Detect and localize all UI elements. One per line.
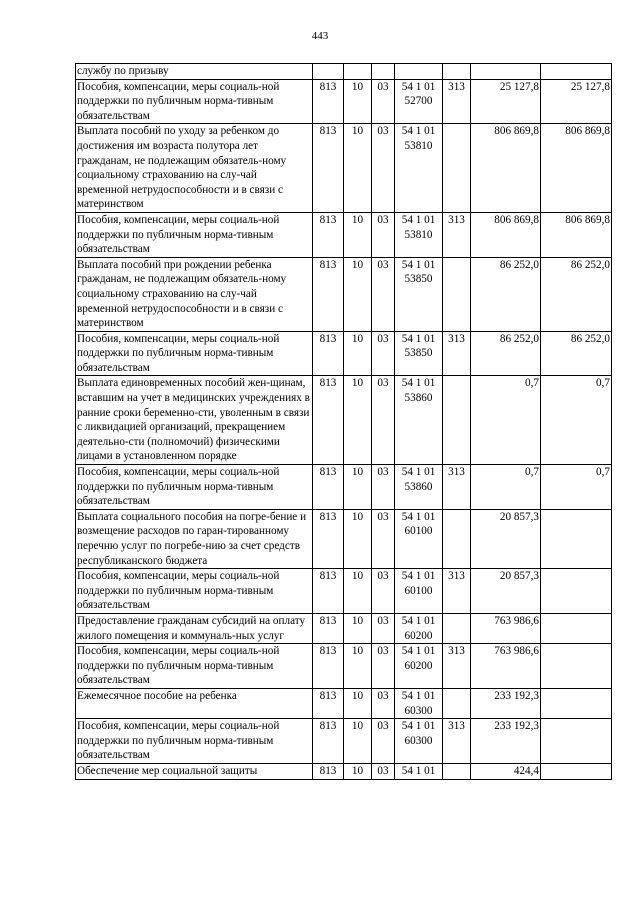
amount-federal-cell: 25 127,8 xyxy=(541,79,612,124)
subsection-code-cell: 03 xyxy=(372,763,395,779)
item-name-cell: Пособия, компенсации, меры социаль-ной поддержки по публичным норма-тивным обязательствам xyxy=(76,644,313,689)
expense-type-code-cell xyxy=(443,509,471,568)
target-article-code-cell: 54 1 01 53810 xyxy=(395,124,443,213)
amount-federal-cell xyxy=(541,64,612,80)
target-article-code-cell: 54 1 01 52700 xyxy=(395,79,443,124)
expense-type-code-cell xyxy=(443,688,471,718)
admin-code-cell: 813 xyxy=(313,465,344,510)
item-name-cell: Выплата единовременных пособий жен-щинам, вставшим на учет в медицинских учреждениях в ранние сроки беременно-сти, уволенным в связи с ликвидацией организаций, прекращением деятельно-сти (полномочий) физическими лицами в установленном порядке xyxy=(76,376,313,465)
section-code-cell: 10 xyxy=(344,124,372,213)
amount-federal-cell xyxy=(541,688,612,718)
section-code-cell: 10 xyxy=(344,569,372,614)
admin-code-cell: 813 xyxy=(313,688,344,718)
expense-type-code-cell: 313 xyxy=(443,719,471,764)
subsection-code-cell: 03 xyxy=(372,376,395,465)
section-code-cell: 10 xyxy=(344,79,372,124)
amount-federal-cell: 0,7 xyxy=(541,376,612,465)
amount-federal-cell xyxy=(541,644,612,689)
amount-total-cell: 20 857,3 xyxy=(471,569,541,614)
section-code-cell: 10 xyxy=(344,644,372,689)
item-name-cell: Выплата пособий по уходу за ребенком до достижения им возраста полутора лет гражданам, не подлежащим обязатель-ному социальному страхованию на слу-чай временной нетрудоспособности и в связи с материнством xyxy=(76,124,313,213)
section-code-cell: 10 xyxy=(344,509,372,568)
admin-code-cell: 813 xyxy=(313,257,344,331)
item-name-cell: Пособия, компенсации, меры социаль-ной поддержки по публичным норма-тивным обязательствам xyxy=(76,331,313,376)
expense-type-code-cell xyxy=(443,124,471,213)
subsection-code-cell xyxy=(372,64,395,80)
amount-federal-cell: 806 869,8 xyxy=(541,124,612,213)
amount-total-cell: 806 869,8 xyxy=(471,124,541,213)
target-article-code-cell: 54 1 01 53810 xyxy=(395,212,443,257)
table-row xyxy=(76,644,612,689)
subsection-code-cell: 03 xyxy=(372,257,395,331)
expense-type-code-cell: 313 xyxy=(443,569,471,614)
amount-federal-cell: 86 252,0 xyxy=(541,331,612,376)
expense-type-code-cell xyxy=(443,613,471,643)
table-row xyxy=(76,719,612,764)
item-name-cell: службу по призыву xyxy=(76,64,313,80)
section-code-cell: 10 xyxy=(344,376,372,465)
admin-code-cell xyxy=(313,64,344,80)
subsection-code-cell: 03 xyxy=(372,331,395,376)
item-name-cell: Пособия, компенсации, меры социаль-ной поддержки по публичным норма-тивным обязательствам xyxy=(76,569,313,614)
amount-total-cell: 20 857,3 xyxy=(471,509,541,568)
table-row xyxy=(76,569,612,614)
table-row xyxy=(76,64,612,80)
admin-code-cell: 813 xyxy=(313,613,344,643)
table-row xyxy=(76,509,612,568)
amount-federal-cell: 0,7 xyxy=(541,465,612,510)
item-name-cell: Пособия, компенсации, меры социаль-ной поддержки по публичным норма-тивным обязательствам xyxy=(76,719,313,764)
page-number: 443 xyxy=(311,30,329,42)
section-code-cell: 10 xyxy=(344,613,372,643)
subsection-code-cell: 03 xyxy=(372,688,395,718)
subsection-code-cell: 03 xyxy=(372,509,395,568)
item-name-cell: Пособия, компенсации, меры социаль-ной поддержки по публичным норма-тивным обязательствам xyxy=(76,212,313,257)
table-row xyxy=(76,212,612,257)
section-code-cell: 10 xyxy=(344,688,372,718)
table-row xyxy=(76,124,612,213)
amount-total-cell: 25 127,8 xyxy=(471,79,541,124)
subsection-code-cell: 03 xyxy=(372,644,395,689)
expense-type-code-cell: 313 xyxy=(443,212,471,257)
admin-code-cell: 813 xyxy=(313,644,344,689)
table-row xyxy=(76,331,612,376)
admin-code-cell: 813 xyxy=(313,763,344,779)
item-name-cell: Выплата социального пособия на погре-бение и возмещение расходов по гаран-тированному перечню услуг по погребе-нию за счет средств республиканского бюджета xyxy=(76,509,313,568)
amount-federal-cell xyxy=(541,719,612,764)
expense-type-code-cell xyxy=(443,763,471,779)
amount-total-cell: 233 192,3 xyxy=(471,688,541,718)
section-code-cell: 10 xyxy=(344,719,372,764)
section-code-cell: 10 xyxy=(344,331,372,376)
subsection-code-cell: 03 xyxy=(372,569,395,614)
target-article-code-cell xyxy=(395,64,443,80)
subsection-code-cell: 03 xyxy=(372,212,395,257)
amount-total-cell: 763 986,6 xyxy=(471,613,541,643)
target-article-code-cell: 54 1 01 60300 xyxy=(395,688,443,718)
admin-code-cell: 813 xyxy=(313,331,344,376)
target-article-code-cell: 54 1 01 53850 xyxy=(395,331,443,376)
item-name-cell: Ежемесячное пособие на ребенка xyxy=(76,688,313,718)
target-article-code-cell: 54 1 01 60200 xyxy=(395,613,443,643)
target-article-code-cell: 54 1 01 53860 xyxy=(395,465,443,510)
section-code-cell: 10 xyxy=(344,257,372,331)
table-row xyxy=(76,257,612,331)
admin-code-cell: 813 xyxy=(313,124,344,213)
expense-type-code-cell xyxy=(443,376,471,465)
expense-type-code-cell xyxy=(443,64,471,80)
subsection-code-cell: 03 xyxy=(372,124,395,213)
section-code-cell: 10 xyxy=(344,763,372,779)
table-row xyxy=(76,79,612,124)
subsection-code-cell: 03 xyxy=(372,719,395,764)
item-name-cell: Выплата пособий при рождении ребенка гражданам, не подлежащим обязатель-ному социальному страхованию на слу-чай временной нетрудоспособности и в связи с материнством xyxy=(76,257,313,331)
amount-total-cell: 86 252,0 xyxy=(471,331,541,376)
admin-code-cell: 813 xyxy=(313,79,344,124)
table-row xyxy=(76,376,612,465)
amount-federal-cell xyxy=(541,509,612,568)
expense-type-code-cell xyxy=(443,257,471,331)
item-name-cell: Предоставление гражданам субсидий на оплату жилого помещения и коммуналь-ных услуг xyxy=(76,613,313,643)
expense-type-code-cell: 313 xyxy=(443,644,471,689)
subsection-code-cell: 03 xyxy=(372,79,395,124)
admin-code-cell: 813 xyxy=(313,212,344,257)
amount-federal-cell: 806 869,8 xyxy=(541,212,612,257)
item-name-cell: Пособия, компенсации, меры социаль-ной поддержки по публичным норма-тивным обязательствам xyxy=(76,79,313,124)
amount-total-cell: 233 192,3 xyxy=(471,719,541,764)
target-article-code-cell: 54 1 01 60100 xyxy=(395,509,443,568)
expense-type-code-cell: 313 xyxy=(443,79,471,124)
expense-type-code-cell: 313 xyxy=(443,331,471,376)
admin-code-cell: 813 xyxy=(313,509,344,568)
admin-code-cell: 813 xyxy=(313,376,344,465)
amount-total-cell: 763 986,6 xyxy=(471,644,541,689)
amount-total-cell xyxy=(471,64,541,80)
amount-federal-cell xyxy=(541,613,612,643)
expense-type-code-cell: 313 xyxy=(443,465,471,510)
amount-total-cell: 806 869,8 xyxy=(471,212,541,257)
table-row xyxy=(76,763,612,779)
subsection-code-cell: 03 xyxy=(372,465,395,510)
table-row xyxy=(76,688,612,718)
section-code-cell xyxy=(344,64,372,80)
admin-code-cell: 813 xyxy=(313,569,344,614)
item-name-cell: Пособия, компенсации, меры социаль-ной поддержки по публичным норма-тивным обязательствам xyxy=(76,465,313,510)
amount-federal-cell xyxy=(541,569,612,614)
target-article-code-cell: 54 1 01 60100 xyxy=(395,569,443,614)
admin-code-cell: 813 xyxy=(313,719,344,764)
section-code-cell: 10 xyxy=(344,212,372,257)
target-article-code-cell: 54 1 01 53860 xyxy=(395,376,443,465)
target-article-code-cell: 54 1 01 60300 xyxy=(395,719,443,764)
target-article-code-cell: 54 1 01 xyxy=(395,763,443,779)
amount-federal-cell xyxy=(541,763,612,779)
amount-total-cell: 0,7 xyxy=(471,465,541,510)
amount-total-cell: 0,7 xyxy=(471,376,541,465)
target-article-code-cell: 54 1 01 60200 xyxy=(395,644,443,689)
subsection-code-cell: 03 xyxy=(372,613,395,643)
amount-total-cell: 424,4 xyxy=(471,763,541,779)
target-article-code-cell: 54 1 01 53850 xyxy=(395,257,443,331)
budget-table xyxy=(75,63,612,780)
item-name-cell: Обеспечение мер социальной защиты xyxy=(76,763,313,779)
amount-total-cell: 86 252,0 xyxy=(471,257,541,331)
table-row xyxy=(76,613,612,643)
amount-federal-cell: 86 252,0 xyxy=(541,257,612,331)
section-code-cell: 10 xyxy=(344,465,372,510)
table-row xyxy=(76,465,612,510)
